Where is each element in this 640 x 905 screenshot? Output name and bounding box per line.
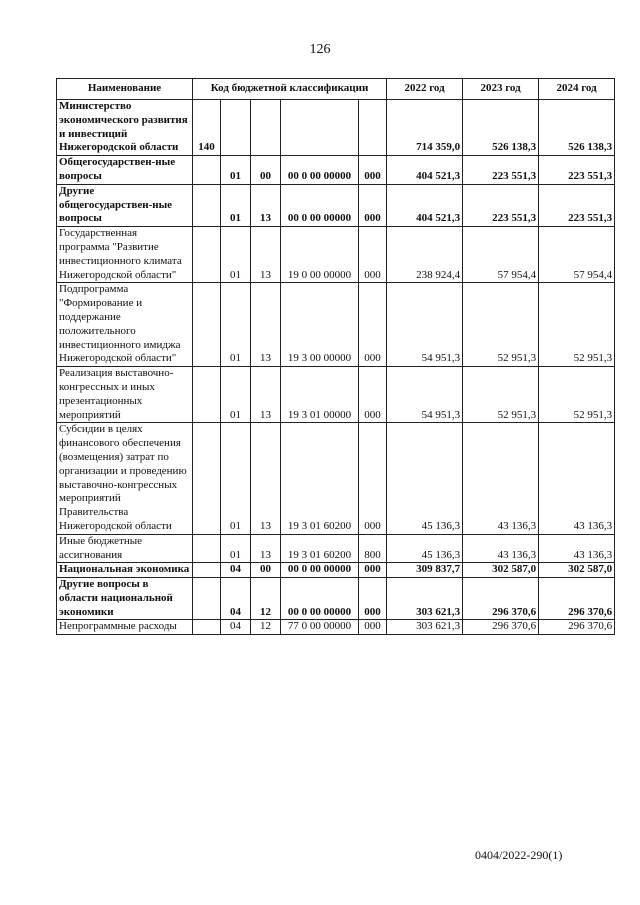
subsection-code: 00 — [251, 156, 281, 185]
expense-type-code: 000 — [359, 423, 387, 534]
target-article-code: 77 0 00 00000 — [281, 620, 359, 635]
subsection-code — [251, 100, 281, 156]
section-code: 04 — [221, 563, 251, 578]
value-2023: 57 954,4 — [463, 227, 539, 283]
target-article-code: 00 0 00 00000 — [281, 578, 359, 620]
value-2024: 526 138,3 — [539, 100, 615, 156]
row-name: Национальная экономика — [57, 563, 193, 578]
value-2022: 404 521,3 — [387, 184, 463, 226]
page-number: 126 — [309, 42, 331, 57]
expense-type-code: 000 — [359, 367, 387, 423]
section-code: 01 — [221, 367, 251, 423]
value-2022: 714 359,0 — [387, 100, 463, 156]
table-row — [57, 184, 615, 226]
expense-type-code: 000 — [359, 156, 387, 185]
header-2022: 2022 год — [387, 79, 463, 100]
expense-type-code: 800 — [359, 534, 387, 563]
table-row — [57, 423, 615, 534]
table-row — [57, 100, 615, 156]
row-name: Непрограммные расходы — [57, 620, 193, 635]
grbs-code — [193, 578, 221, 620]
section-code: 01 — [221, 423, 251, 534]
row-name: Реализация выставочно-конгрессных и иных презентационных мероприятий — [57, 367, 193, 423]
expense-type-code: 000 — [359, 227, 387, 283]
section-code — [221, 100, 251, 156]
row-name: Министерство экономического развития и инвестиций Нижегородской области — [57, 100, 193, 156]
target-article-code: 19 3 01 00000 — [281, 367, 359, 423]
table-row — [57, 156, 615, 185]
table-row — [57, 563, 615, 578]
section-code: 01 — [221, 184, 251, 226]
value-2023: 43 136,3 — [463, 423, 539, 534]
section-code: 01 — [221, 156, 251, 185]
value-2023: 296 370,6 — [463, 620, 539, 635]
subsection-code: 12 — [251, 620, 281, 635]
value-2024: 52 951,3 — [539, 367, 615, 423]
subsection-code: 13 — [251, 367, 281, 423]
grbs-code — [193, 283, 221, 367]
value-2022: 303 621,3 — [387, 620, 463, 635]
grbs-code — [193, 423, 221, 534]
row-name: Общегосударствен-ные вопросы — [57, 156, 193, 185]
value-2022: 309 837,7 — [387, 563, 463, 578]
expense-type-code: 000 — [359, 283, 387, 367]
value-2023: 52 951,3 — [463, 367, 539, 423]
budget-table — [56, 78, 615, 635]
value-2023: 52 951,3 — [463, 283, 539, 367]
expense-type-code: 000 — [359, 578, 387, 620]
expense-type-code: 000 — [359, 184, 387, 226]
value-2024: 43 136,3 — [539, 423, 615, 534]
table-row — [57, 367, 615, 423]
value-2023: 223 551,3 — [463, 184, 539, 226]
subsection-code: 13 — [251, 534, 281, 563]
value-2023: 223 551,3 — [463, 156, 539, 185]
header-code: Код бюджетной классификации — [193, 79, 387, 100]
section-code: 04 — [221, 620, 251, 635]
grbs-code — [193, 620, 221, 635]
subsection-code: 12 — [251, 578, 281, 620]
subsection-code: 00 — [251, 563, 281, 578]
target-article-code: 19 3 01 60200 — [281, 534, 359, 563]
value-2022: 54 951,3 — [387, 283, 463, 367]
section-code: 01 — [221, 534, 251, 563]
value-2024: 223 551,3 — [539, 156, 615, 185]
value-2023: 296 370,6 — [463, 578, 539, 620]
value-2024: 52 951,3 — [539, 283, 615, 367]
header-name: Наименование — [57, 79, 193, 100]
header-2023: 2023 год — [463, 79, 539, 100]
value-2024: 296 370,6 — [539, 578, 615, 620]
expense-type-code: 000 — [359, 563, 387, 578]
row-name: Субсидии в целях финансового обеспечения (возмещения) затрат по организации и проведению выставочно-конгрессных мероприятий Правительства Нижегородской области — [57, 423, 193, 534]
expense-type-code: 000 — [359, 620, 387, 635]
row-name: Государственная программа "Развитие инвестиционного климата Нижегородской области" — [57, 227, 193, 283]
row-name: Иные бюджетные ассигнования — [57, 534, 193, 563]
value-2022: 238 924,4 — [387, 227, 463, 283]
target-article-code — [281, 100, 359, 156]
value-2022: 404 521,3 — [387, 156, 463, 185]
grbs-code — [193, 563, 221, 578]
value-2022: 54 951,3 — [387, 367, 463, 423]
table-header-row — [57, 79, 615, 100]
value-2022: 303 621,3 — [387, 578, 463, 620]
table-row — [57, 283, 615, 367]
grbs-code: 140 — [193, 100, 221, 156]
subsection-code: 13 — [251, 227, 281, 283]
subsection-code: 13 — [251, 184, 281, 226]
value-2024: 57 954,4 — [539, 227, 615, 283]
value-2024: 43 136,3 — [539, 534, 615, 563]
value-2024: 302 587,0 — [539, 563, 615, 578]
grbs-code — [193, 227, 221, 283]
table-row — [57, 534, 615, 563]
subsection-code: 13 — [251, 283, 281, 367]
value-2022: 45 136,3 — [387, 423, 463, 534]
table-row — [57, 227, 615, 283]
value-2024: 223 551,3 — [539, 184, 615, 226]
value-2023: 302 587,0 — [463, 563, 539, 578]
target-article-code: 00 0 00 00000 — [281, 156, 359, 185]
value-2023: 526 138,3 — [463, 100, 539, 156]
document-code: 0404/2022-290(1) — [475, 848, 563, 862]
grbs-code — [193, 367, 221, 423]
target-article-code: 19 3 01 60200 — [281, 423, 359, 534]
section-code: 01 — [221, 227, 251, 283]
table-row — [57, 578, 615, 620]
row-name: Другие общегосударствен-ные вопросы — [57, 184, 193, 226]
subsection-code: 13 — [251, 423, 281, 534]
target-article-code: 00 0 00 00000 — [281, 184, 359, 226]
row-name: Подпрограмма "Формирование и поддержание положительного инвестиционного имиджа Нижегородской области" — [57, 283, 193, 367]
section-code: 04 — [221, 578, 251, 620]
section-code: 01 — [221, 283, 251, 367]
target-article-code: 19 3 00 00000 — [281, 283, 359, 367]
target-article-code: 19 0 00 00000 — [281, 227, 359, 283]
grbs-code — [193, 184, 221, 226]
value-2024: 296 370,6 — [539, 620, 615, 635]
value-2022: 45 136,3 — [387, 534, 463, 563]
value-2023: 43 136,3 — [463, 534, 539, 563]
header-2024: 2024 год — [539, 79, 615, 100]
grbs-code — [193, 156, 221, 185]
expense-type-code — [359, 100, 387, 156]
table-row — [57, 620, 615, 635]
row-name: Другие вопросы в области национальной экономики — [57, 578, 193, 620]
target-article-code: 00 0 00 00000 — [281, 563, 359, 578]
grbs-code — [193, 534, 221, 563]
